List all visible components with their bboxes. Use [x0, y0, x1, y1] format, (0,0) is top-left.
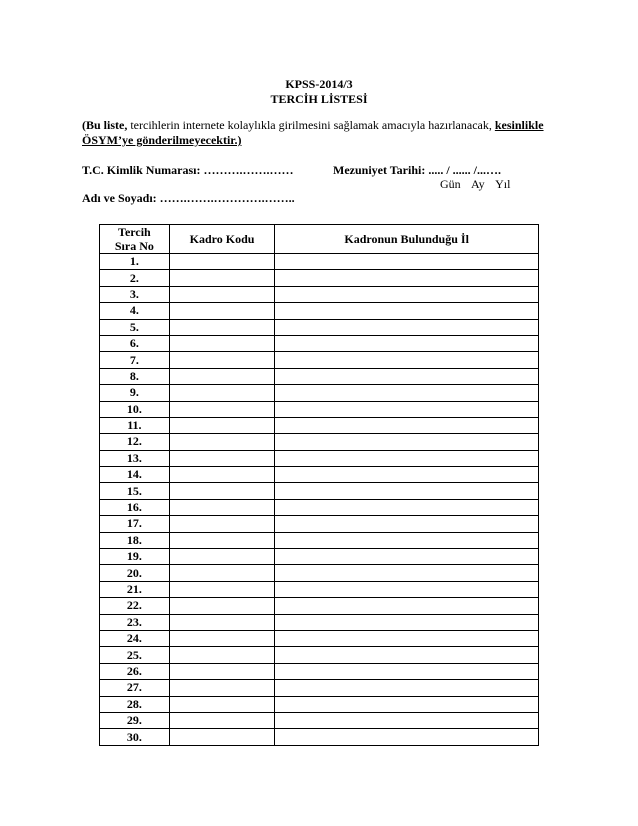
kadro-code-cell[interactable] [169, 401, 275, 417]
notice-emphasis: kesinlikle [494, 118, 544, 132]
kadro-code-cell[interactable] [169, 352, 275, 368]
kadro-code-cell[interactable] [169, 565, 275, 581]
kadro-code-cell[interactable] [169, 581, 275, 597]
kadro-code-cell[interactable] [169, 467, 275, 483]
row-number: 12. [100, 434, 170, 450]
row-number: 1. [100, 254, 170, 270]
row-number: 6. [100, 335, 170, 351]
table-row [100, 401, 539, 417]
table-row [100, 434, 539, 450]
city-cell[interactable] [275, 680, 539, 696]
table-row [100, 450, 539, 466]
kadro-code-cell[interactable] [169, 663, 275, 679]
kadro-code-cell[interactable] [169, 368, 275, 384]
city-cell[interactable] [275, 729, 539, 745]
city-cell[interactable] [275, 532, 539, 548]
table-row [100, 630, 539, 646]
table-row [100, 598, 539, 614]
row-number: 10. [100, 401, 170, 417]
city-cell[interactable] [275, 286, 539, 302]
kadro-code-cell[interactable] [169, 532, 275, 548]
date-parts-caption: Gün Ay Yıl [440, 177, 511, 191]
city-cell[interactable] [275, 254, 539, 270]
kadro-code-cell[interactable] [169, 516, 275, 532]
table-row [100, 712, 539, 728]
city-cell[interactable] [275, 385, 539, 401]
city-cell[interactable] [275, 630, 539, 646]
row-number: 28. [100, 696, 170, 712]
table-row [100, 581, 539, 597]
table-row [100, 729, 539, 745]
row-number: 30. [100, 729, 170, 745]
city-cell[interactable] [275, 581, 539, 597]
col-header-code: Kadro Kodu [169, 225, 275, 254]
city-cell[interactable] [275, 450, 539, 466]
city-cell[interactable] [275, 565, 539, 581]
row-number: 7. [100, 352, 170, 368]
table-row [100, 303, 539, 319]
row-number: 11. [100, 417, 170, 433]
kadro-code-cell[interactable] [169, 647, 275, 663]
kadro-code-cell[interactable] [169, 729, 275, 745]
kadro-code-cell[interactable] [169, 335, 275, 351]
notice-lead: (Bu liste, [82, 118, 128, 132]
kadro-code-cell[interactable] [169, 450, 275, 466]
table-row [100, 663, 539, 679]
kadro-code-cell[interactable] [169, 434, 275, 450]
table-row [100, 368, 539, 384]
city-cell[interactable] [275, 368, 539, 384]
city-cell[interactable] [275, 549, 539, 565]
row-number: 14. [100, 467, 170, 483]
row-number: 15. [100, 483, 170, 499]
table-row [100, 516, 539, 532]
graduation-date-field: Mezuniyet Tarihi: ..... / ...... /...…. [333, 163, 501, 177]
kadro-code-cell[interactable] [169, 712, 275, 728]
table-row [100, 467, 539, 483]
table-row [100, 647, 539, 663]
city-cell[interactable] [275, 335, 539, 351]
kadro-code-cell[interactable] [169, 385, 275, 401]
row-number: 19. [100, 549, 170, 565]
row-number: 25. [100, 647, 170, 663]
col-header-order-line1: Tercih [118, 225, 151, 239]
notice-line-1 [82, 118, 572, 133]
exam-code: KPSS-2014/3 [285, 77, 353, 91]
row-number: 9. [100, 385, 170, 401]
city-cell[interactable] [275, 647, 539, 663]
row-number: 5. [100, 319, 170, 335]
kadro-code-cell[interactable] [169, 680, 275, 696]
tc-id-field: T.C. Kimlik Numarası: ……….…….…… [82, 163, 294, 177]
kadro-code-cell[interactable] [169, 499, 275, 515]
row-number: 21. [100, 581, 170, 597]
table-row [100, 549, 539, 565]
city-cell[interactable] [275, 303, 539, 319]
table-row [100, 565, 539, 581]
city-cell[interactable] [275, 499, 539, 515]
city-cell[interactable] [275, 712, 539, 728]
city-cell[interactable] [275, 663, 539, 679]
table-row [100, 319, 539, 335]
table-row [100, 270, 539, 286]
city-cell[interactable] [275, 319, 539, 335]
preference-table [99, 224, 539, 746]
kadro-code-cell[interactable] [169, 696, 275, 712]
col-header-city: Kadronun Bulunduğu İl [275, 225, 539, 254]
row-number: 8. [100, 368, 170, 384]
kadro-code-cell[interactable] [169, 254, 275, 270]
table-row [100, 286, 539, 302]
city-cell[interactable] [275, 516, 539, 532]
row-number: 26. [100, 663, 170, 679]
city-cell[interactable] [275, 417, 539, 433]
row-number: 17. [100, 516, 170, 532]
kadro-code-cell[interactable] [169, 270, 275, 286]
kadro-code-cell[interactable] [169, 614, 275, 630]
row-number: 24. [100, 630, 170, 646]
city-cell[interactable] [275, 696, 539, 712]
table-row [100, 335, 539, 351]
row-number: 29. [100, 712, 170, 728]
row-number: 18. [100, 532, 170, 548]
col-header-order-line2: Sıra No [114, 239, 154, 253]
kadro-code-cell[interactable] [169, 598, 275, 614]
table-row [100, 417, 539, 433]
row-number: 27. [100, 680, 170, 696]
table-row [100, 385, 539, 401]
table-row [100, 696, 539, 712]
row-number: 3. [100, 286, 170, 302]
table-row [100, 352, 539, 368]
table-row [100, 499, 539, 515]
city-cell[interactable] [275, 270, 539, 286]
kadro-code-cell[interactable] [169, 549, 275, 565]
city-cell[interactable] [275, 598, 539, 614]
row-number: 23. [100, 614, 170, 630]
name-field: Adı ve Soyadı: …….…….………….…….. [82, 191, 295, 205]
kadro-code-cell[interactable] [169, 483, 275, 499]
city-cell[interactable] [275, 434, 539, 450]
city-cell[interactable] [275, 483, 539, 499]
table-row [100, 532, 539, 548]
col-header-order [100, 225, 170, 254]
kadro-code-cell[interactable] [169, 286, 275, 302]
page-title: TERCİH LİSTESİ [270, 92, 368, 106]
city-cell[interactable] [275, 614, 539, 630]
table-header-row [100, 225, 539, 254]
row-number: 4. [100, 303, 170, 319]
table-row [100, 254, 539, 270]
row-number: 2. [100, 270, 170, 286]
notice-line-2: ÖSYM’ye gönderilmeyecektir.) [82, 133, 242, 147]
row-number: 22. [100, 598, 170, 614]
kadro-code-cell[interactable] [169, 319, 275, 335]
city-cell[interactable] [275, 467, 539, 483]
city-cell[interactable] [275, 352, 539, 368]
row-number: 20. [100, 565, 170, 581]
table-row [100, 614, 539, 630]
table-row [100, 680, 539, 696]
kadro-code-cell[interactable] [169, 417, 275, 433]
row-number: 13. [100, 450, 170, 466]
row-number: 16. [100, 499, 170, 515]
notice-body: tercihlerin internete kolaylıkla girilmesini sağlamak amacıyla hazırlanacak, [127, 118, 495, 132]
kadro-code-cell[interactable] [169, 630, 275, 646]
table-row [100, 483, 539, 499]
kadro-code-cell[interactable] [169, 303, 275, 319]
city-cell[interactable] [275, 401, 539, 417]
